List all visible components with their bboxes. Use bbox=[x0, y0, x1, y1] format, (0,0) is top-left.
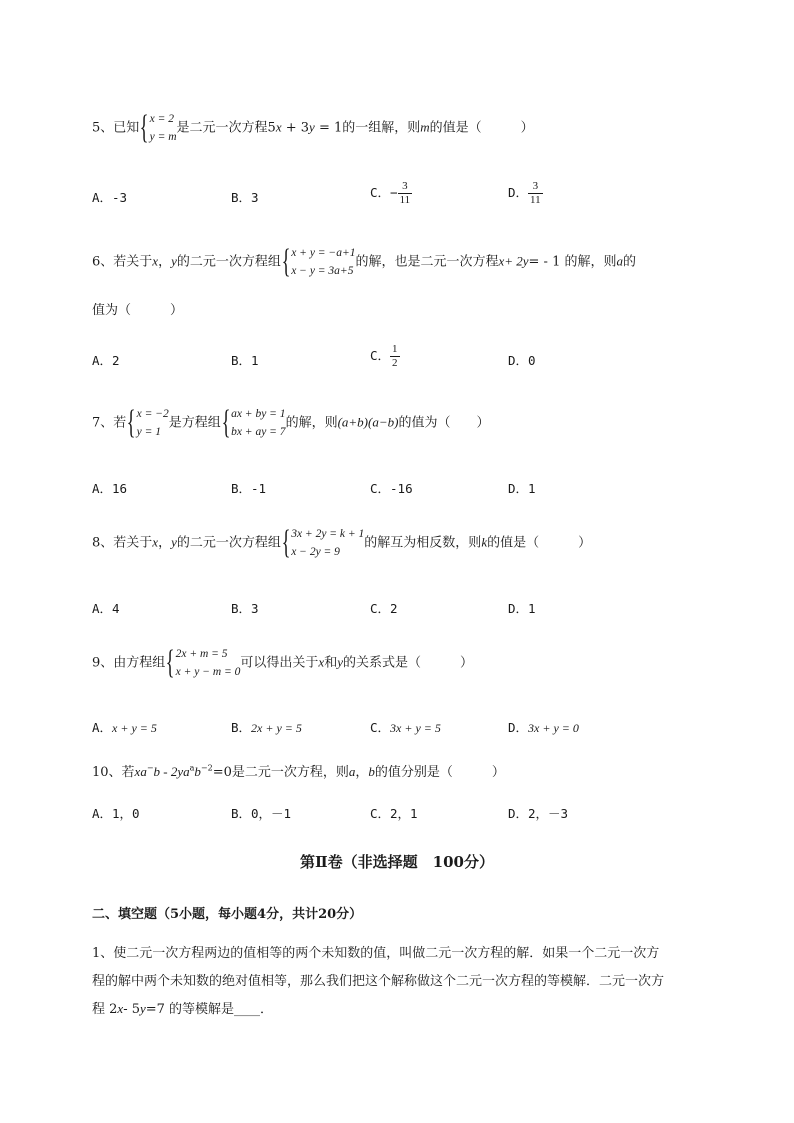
q9-option-c[interactable]: C．3x + y = 5 bbox=[370, 720, 441, 735]
fill-question-1-line2: 程的解中两个未知数的绝对值相等，那么我们把这个解称做这个二元一次方程的等模解．二元一次方 bbox=[92, 974, 665, 989]
question-10: 10、若$xa^-b - 2ya^ab^{-2}=0$是二元一次方程，则a，b的值分别是（ ） bbox=[92, 763, 505, 780]
fraction: $\frac{1}{2}$ bbox=[392, 343, 398, 369]
question-9: 9、由方程组{ 2x + m = 5 x + y − m = 0 可以得出关于x和y的关系式是（ ） bbox=[92, 644, 474, 681]
q8-option-c[interactable]: C．2 bbox=[370, 601, 398, 616]
part-2-title: 第Ⅱ卷（非选择题 100分） bbox=[300, 853, 494, 871]
q10-option-c[interactable]: C．2，1 bbox=[370, 806, 418, 821]
q10-option-d[interactable]: D．2，－3 bbox=[508, 806, 569, 821]
q10-option-b[interactable]: B．0，－1 bbox=[231, 806, 292, 821]
q7-option-c[interactable]: C．-16 bbox=[370, 481, 413, 496]
q9-system: 2x + m = 5 x + y − m = 0 bbox=[175, 648, 241, 678]
brace-icon: { bbox=[221, 404, 231, 441]
q5-prefix: 5、已知 bbox=[92, 120, 140, 136]
q8-option-a[interactable]: A．4 bbox=[92, 601, 120, 616]
fraction: $\frac{3}{11}$ bbox=[530, 180, 541, 206]
fill-question-1-line3: 程 2x- 5y=7 的等模解是____． bbox=[92, 1001, 274, 1017]
brace-icon: { bbox=[139, 109, 149, 146]
section-heading: 二、填空题（5小题，每小题4分，共计20分） bbox=[92, 907, 363, 922]
q7-option-a[interactable]: A．16 bbox=[92, 481, 128, 496]
q9-option-a[interactable]: A．x + y = 5 bbox=[92, 720, 157, 735]
brace-icon: { bbox=[281, 243, 291, 280]
q9-option-d[interactable]: D．3x + y = 0 bbox=[508, 720, 579, 735]
q5-system: x = 2 y = m bbox=[149, 113, 177, 143]
q5-option-c[interactable]: C．− $\frac{3}{11}$ bbox=[370, 180, 411, 206]
fill-question-1-line1: 1、使二元一次方程两边的值相等的两个未知数的值，叫做二元一次方程的解．如果一个二元一次方 bbox=[92, 946, 660, 961]
q8-option-d[interactable]: D．1 bbox=[508, 601, 536, 616]
q7-system-2: ax + by = 1 bx + ay = 7 bbox=[231, 408, 286, 438]
q5-option-b[interactable]: B．3 bbox=[231, 190, 259, 205]
q7-option-d[interactable]: D．1 bbox=[508, 481, 536, 496]
q8-option-b[interactable]: B．3 bbox=[231, 601, 259, 616]
q6-line2: 值为（ ） bbox=[92, 303, 184, 318]
q8-system: 3x + 2y = k + 1 x − 2y = 9 bbox=[291, 528, 365, 558]
q6-option-a[interactable]: A．2 bbox=[92, 353, 120, 368]
question-5: 5、已知{ x = 2 y = m 是二元一次方程5x + 3y = 1的一组解，则m的值是（ ） bbox=[92, 109, 534, 146]
q6-system: x + y = −a+1 x − y = 3a+5 bbox=[291, 247, 356, 277]
brace-icon: { bbox=[165, 644, 175, 681]
fraction: $\frac{3}{11}$ bbox=[399, 180, 411, 206]
q7-option-b[interactable]: B．-1 bbox=[231, 481, 267, 496]
q5-option-d[interactable]: D． $\frac{3}{11}$ bbox=[508, 180, 541, 206]
brace-icon: { bbox=[281, 524, 291, 561]
q9-option-b[interactable]: B．2x + y = 5 bbox=[231, 720, 302, 735]
q10-option-a[interactable]: A．1，0 bbox=[92, 806, 140, 821]
q7-system-1: x = −2 y = 1 bbox=[136, 408, 169, 438]
question-6: 6、若关于x，y的二元一次方程组{ x + y = −a+1 x − y = 3a+5 的解，也是二元一次方程x+ 2y= - 1 的解，则a的 bbox=[92, 243, 637, 280]
question-7: 7、若{ x = −2 y = 1 是方程组{ ax + by = 1 bx + ay = 7 的解，则(a+b)(a−b)的值为（ ） bbox=[92, 404, 490, 441]
q5-option-a[interactable]: A．-3 bbox=[92, 190, 128, 205]
q6-option-c[interactable]: C． $\frac{1}{2}$ bbox=[370, 343, 398, 369]
question-8: 8、若关于x，y的二元一次方程组{ 3x + 2y = k + 1 x − 2y = 9 的解互为相反数，则k的值是（ ） bbox=[92, 524, 592, 561]
q6-option-d[interactable]: D．0 bbox=[508, 353, 536, 368]
q6-option-b[interactable]: B．1 bbox=[231, 353, 259, 368]
brace-icon: { bbox=[126, 404, 136, 441]
